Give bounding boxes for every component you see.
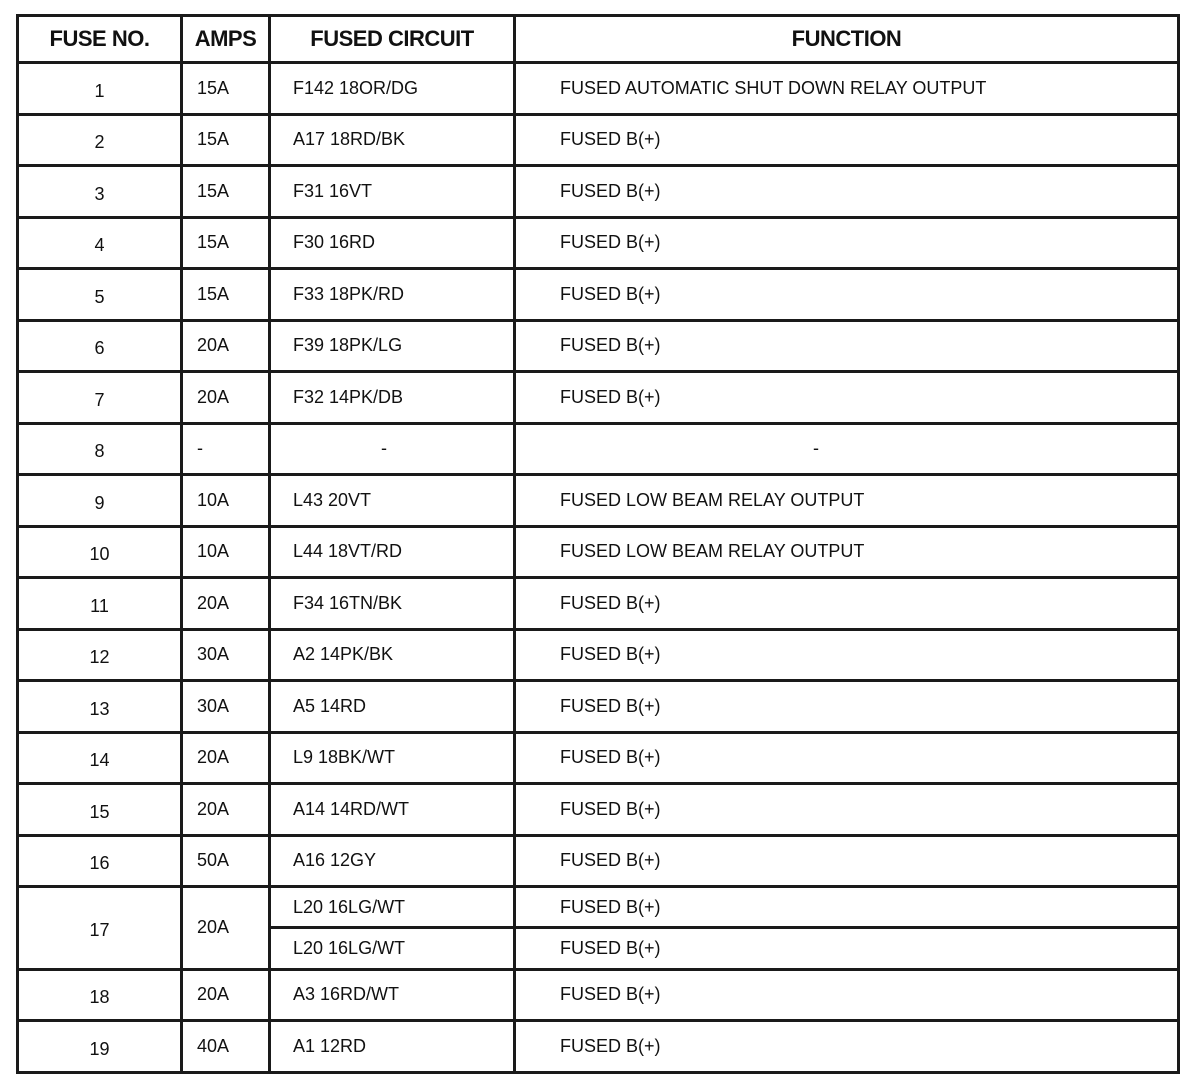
fuse-amps: 20A: [182, 320, 270, 372]
table-row: [18, 835, 1179, 887]
fuse-function: FUSED AUTOMATIC SHUT DOWN RELAY OUTPUT: [515, 63, 1179, 115]
fuse-amps: 15A: [182, 63, 270, 115]
table-row: [18, 63, 1179, 115]
fuse-amps: 10A: [182, 475, 270, 527]
fuse-number: 4: [18, 217, 182, 269]
fuse-amps: 20A: [182, 372, 270, 424]
fused-circuit: A5 14RD: [270, 681, 515, 733]
fuse-amps: -: [182, 423, 270, 475]
fused-circuit: A1 12RD: [270, 1021, 515, 1073]
fused-circuit: A3 16RD/WT: [270, 969, 515, 1021]
fuse-function: FUSED B(+): [515, 629, 1179, 681]
fuse-number: 3: [18, 166, 182, 218]
fuse-number: 12: [18, 629, 182, 681]
fused-circuit: L20 16LG/WT: [270, 928, 515, 969]
fuse-amps: 20A: [182, 969, 270, 1021]
fuse-number: 14: [18, 732, 182, 784]
fuse-function: FUSED B(+): [515, 114, 1179, 166]
table-row: [18, 969, 1179, 1021]
table-row: [18, 269, 1179, 321]
table-row: [18, 1021, 1179, 1073]
fused-circuit: A2 14PK/BK: [270, 629, 515, 681]
fuse-amps: 20A: [182, 887, 270, 969]
table-row: [18, 372, 1179, 424]
fuse-amps: 20A: [182, 732, 270, 784]
fused-circuit: -: [270, 423, 515, 475]
table-row: [18, 475, 1179, 527]
fused-circuit: F33 18PK/RD: [270, 269, 515, 321]
header-function: FUNCTION: [515, 16, 1179, 63]
fused-circuit: A17 18RD/BK: [270, 114, 515, 166]
fused-circuit: F30 16RD: [270, 217, 515, 269]
fuse-number: 18: [18, 969, 182, 1021]
fused-circuit: F142 18OR/DG: [270, 63, 515, 115]
fuse-number: 8: [18, 423, 182, 475]
fuse-amps: 50A: [182, 835, 270, 887]
fuse-function: FUSED B(+): [515, 320, 1179, 372]
fuse-function: FUSED B(+): [515, 732, 1179, 784]
fuse-amps: 15A: [182, 217, 270, 269]
table-row: [18, 166, 1179, 218]
table-row: [18, 887, 1179, 928]
table-row: [18, 320, 1179, 372]
fuse-function: FUSED B(+): [515, 269, 1179, 321]
fused-circuit: L20 16LG/WT: [270, 887, 515, 928]
fuse-number: 6: [18, 320, 182, 372]
fuse-number: 5: [18, 269, 182, 321]
table-row: [18, 578, 1179, 630]
table-row: [18, 784, 1179, 836]
fuse-function: FUSED B(+): [515, 784, 1179, 836]
fuse-amps: 15A: [182, 114, 270, 166]
fuse-function: FUSED B(+): [515, 217, 1179, 269]
fuse-function: FUSED B(+): [515, 1021, 1179, 1073]
fuse-number: 13: [18, 681, 182, 733]
fuse-amps: 30A: [182, 629, 270, 681]
fuse-function: FUSED B(+): [515, 835, 1179, 887]
fuse-number: 11: [18, 578, 182, 630]
fuse-function: -: [515, 423, 1179, 475]
fuse-function: FUSED B(+): [515, 969, 1179, 1021]
fused-circuit: L44 18VT/RD: [270, 526, 515, 578]
fuse-number: 7: [18, 372, 182, 424]
fuse-number: 17: [18, 887, 182, 969]
fuse-amps: 15A: [182, 166, 270, 218]
header-fused-circuit: FUSED CIRCUIT: [270, 16, 515, 63]
table-row: [18, 732, 1179, 784]
fuse-function: FUSED LOW BEAM RELAY OUTPUT: [515, 475, 1179, 527]
fuse-function: FUSED LOW BEAM RELAY OUTPUT: [515, 526, 1179, 578]
header-row: [18, 16, 1179, 63]
table-header: [18, 16, 1179, 63]
fuse-number: 1: [18, 63, 182, 115]
fused-circuit: L43 20VT: [270, 475, 515, 527]
fuse-number: 2: [18, 114, 182, 166]
fuse-function: FUSED B(+): [515, 372, 1179, 424]
fused-circuit: A14 14RD/WT: [270, 784, 515, 836]
fuse-function: FUSED B(+): [515, 887, 1179, 928]
fused-circuit: A16 12GY: [270, 835, 515, 887]
fuse-amps: 15A: [182, 269, 270, 321]
fused-circuit: F34 16TN/BK: [270, 578, 515, 630]
table-row: [18, 526, 1179, 578]
table-row: [18, 629, 1179, 681]
fuse-amps: 40A: [182, 1021, 270, 1073]
table-row: [18, 681, 1179, 733]
table-body: [18, 63, 1179, 1073]
table-row: [18, 217, 1179, 269]
fused-circuit: F39 18PK/LG: [270, 320, 515, 372]
fused-circuit: L9 18BK/WT: [270, 732, 515, 784]
fuse-function: FUSED B(+): [515, 681, 1179, 733]
fused-circuit: F32 14PK/DB: [270, 372, 515, 424]
fuse-table: [16, 14, 1180, 1074]
table-row: [18, 423, 1179, 475]
table-row: [18, 114, 1179, 166]
fuse-number: 19: [18, 1021, 182, 1073]
fuse-number: 15: [18, 784, 182, 836]
fuse-number: 10: [18, 526, 182, 578]
fuse-function: FUSED B(+): [515, 166, 1179, 218]
fuse-amps: 20A: [182, 784, 270, 836]
fuse-number: 9: [18, 475, 182, 527]
header-fuse-no: FUSE NO.: [18, 16, 182, 63]
fuse-amps: 20A: [182, 578, 270, 630]
fuse-function: FUSED B(+): [515, 928, 1179, 969]
fused-circuit: F31 16VT: [270, 166, 515, 218]
fuse-number: 16: [18, 835, 182, 887]
fuse-amps: 10A: [182, 526, 270, 578]
fuse-amps: 30A: [182, 681, 270, 733]
fuse-function: FUSED B(+): [515, 578, 1179, 630]
header-amps: AMPS: [182, 16, 270, 63]
